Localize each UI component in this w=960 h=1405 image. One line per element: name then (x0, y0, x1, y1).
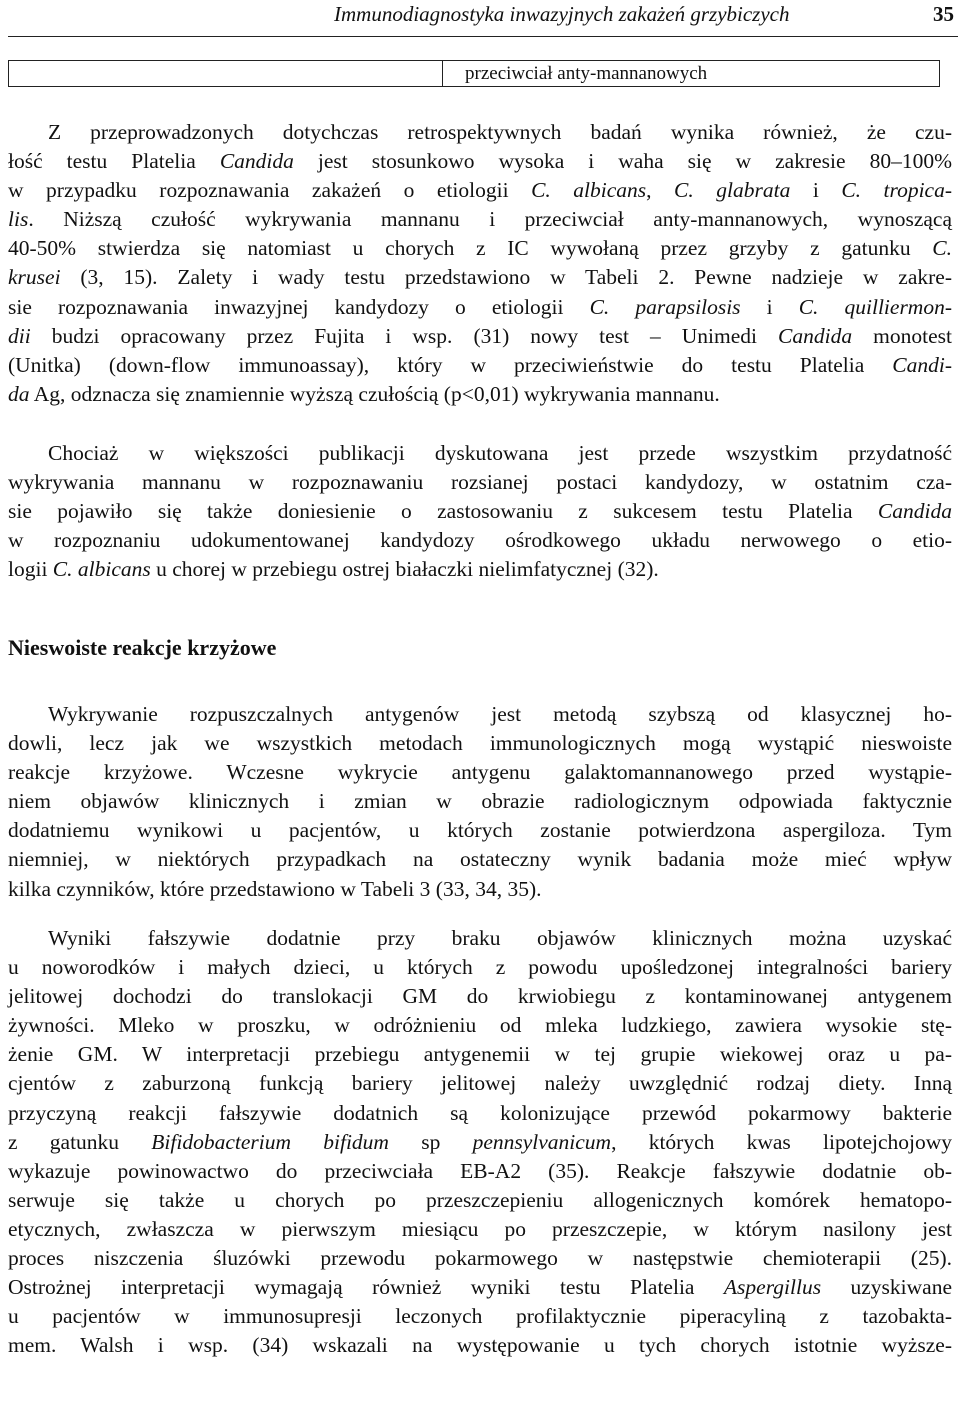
text-line: cjentów z zaburzoną funkcją bariery jelitowej należy uwzględnić rodzaj diety. Inną (8, 1071, 952, 1096)
text-line: sie pojawiło się także doniesienie o zastosowaniu z sukcesem testu Platelia Candida (8, 499, 952, 524)
text-line: niem objawów klinicznych i zmian w obrazie radiologicznym odpowiada faktycznie (8, 789, 952, 814)
table-fragment (8, 60, 940, 87)
text-line: Ostrożnej interpretacji wymagają również wyniki testu Platelia Aspergillus uzyskiwane (8, 1275, 952, 1300)
table-cell-empty (9, 61, 443, 86)
text-line: reakcje krzyżowe. Wczesne wykrycie antygenu galaktomannanowego przed wystąpie- (8, 760, 952, 785)
text-line: jelitowej dochodzi do translokacji GM do krwiobiegu z kontaminowanej antygenem (8, 984, 952, 1009)
page-header (0, 0, 960, 36)
text-line: Wykrywanie rozpuszczalnych antygenów jest metodą szybszą od klasycznej ho- (48, 702, 952, 726)
header-divider (8, 36, 958, 37)
text-line: dii budzi opracowany przez Fujita i wsp. (31) nowy test ‒ Unimedi Candida monotest (8, 323, 952, 348)
text-line: kilka czynników, które przedstawiono w Tabeli 3 (33, 34, 35). (8, 876, 542, 901)
text-line: da Ag, odznacza się znamiennie wyższą czułością (p<0,01) wykrywania mannanu. (8, 381, 720, 406)
text-line: krusei (3, 15). Zalety i wady testu przedstawiono w Tabeli 2. Pewne nadzieje w zakre- (8, 265, 952, 290)
paragraph-4 (8, 924, 952, 1360)
text-line: (Unitka) (down-flow immunoassay), który w przeciwieństwie do testu Platelia Candi- (8, 352, 952, 377)
text-line: łość testu Platelia Candida jest stosunkowo wysoka i waha się w zakresie 80‒100% (8, 149, 953, 174)
text-line: niemniej, w niektórych przypadkach na ostateczny wynik badania może mieć wpływ (8, 847, 952, 872)
text-line: Z przeprowadzonych dotychczas retrospektywnych badań wynika również, że czu- (48, 120, 952, 144)
text-line: Wyniki fałszywie dodatnie przy braku objawów klinicznych można uzyskać (48, 926, 952, 950)
page-number: 35 (933, 2, 954, 26)
text-line: proces niszczenia śluzówki przewodu pokarmowego w następstwie chemioterapii (25). (8, 1246, 952, 1271)
table-cell: przeciwciał anty-mannanowych (465, 63, 708, 84)
text-line: dodatniemu wynikowi u pacjentów, u których zostanie potwierdzona aspergiloza. Tym (8, 818, 952, 843)
text-line: 40-50% stwierdza się natomiast u chorych z IC wywołaną przez grzyby z gatunku C. (8, 236, 952, 261)
text-line: przyczyną reakcji fałszywie dodatnich są kolonizujące przewód pokarmowy bakterie (8, 1100, 952, 1125)
text-line: żywności. Mleko w proszku, w odróżnieniu od mleka ludzkiego, zawiera wysokie stę- (8, 1013, 952, 1038)
text-line: logii C. albicans u chorej w przebiegu ostrej białaczki nielimfatycznej (32). (8, 557, 659, 582)
text-line: z gatunku Bifidobacterium bifidum sp pennsylvanicum, których kwas lipotejchojowy (8, 1129, 953, 1154)
text-line: lis. Niższą czułość wykrywania mannanu i przeciwciał anty-mannanowych, wynoszącą (8, 207, 952, 232)
text-line: wykrywania mannanu w rozpoznawaniu rozsianej postaci kandydozy, w ostatnim cza- (8, 470, 952, 495)
section-heading: Nieswoiste reakcje krzyżowe (8, 635, 277, 660)
text-line: w przypadku rozpoznawania zakażeń o etiologii C. albicans, C. glabrata i C. tropica- (8, 178, 953, 203)
text-line: w rozpoznaniu udokumentowanej kandydozy ośrodkowego układu nerwowego o etio- (8, 528, 952, 553)
text-line: u pacjentów w immunosupresji leczonych profilaktycznie piperacyliną z tazobakta- (8, 1304, 952, 1329)
text-line: serwuje się także u chorych po przeszczepieniu allogenicznych komórek hematopo- (8, 1187, 952, 1212)
running-title: Immunodiagnostyka inwazyjnych zakażeń grzybiczych (334, 2, 790, 26)
text-line: sie rozpoznawania inwazyjnej kandydozy o etiologii C. parapsilosis i C. quilliermon- (8, 294, 952, 319)
text-line: u noworodków i małych dzieci, u których z powodu upośledzonej integralności bariery (8, 955, 952, 980)
text-line: Chociaż w większości publikacji dyskutowana jest przede wszystkim przydatność (48, 441, 952, 465)
text-line: mem. Walsh i wsp. (34) wskazali na występowanie u tych chorych istotnie wyższe- (8, 1333, 952, 1358)
text-line: wykazuje powinowactwo do przeciwciała EB-A2 (35). Reakcje fałszywie dodatnie ob- (8, 1158, 952, 1183)
text-line: żenie GM. W interpretacji przebiegu antygenemii w tej grupie wiekowej oraz u pa- (8, 1042, 952, 1067)
paragraph-1 (8, 118, 952, 409)
text-line: etycznych, zwłaszcza w pierwszym miesiącu po przeszczepie, w którym nasilony jest (8, 1216, 952, 1241)
paragraph-2 (8, 439, 952, 584)
paragraph-3 (8, 700, 952, 904)
text-line: dowli, lecz jak we wszystkich metodach immunologicznych mogą wystąpić nieswoiste (8, 731, 952, 756)
